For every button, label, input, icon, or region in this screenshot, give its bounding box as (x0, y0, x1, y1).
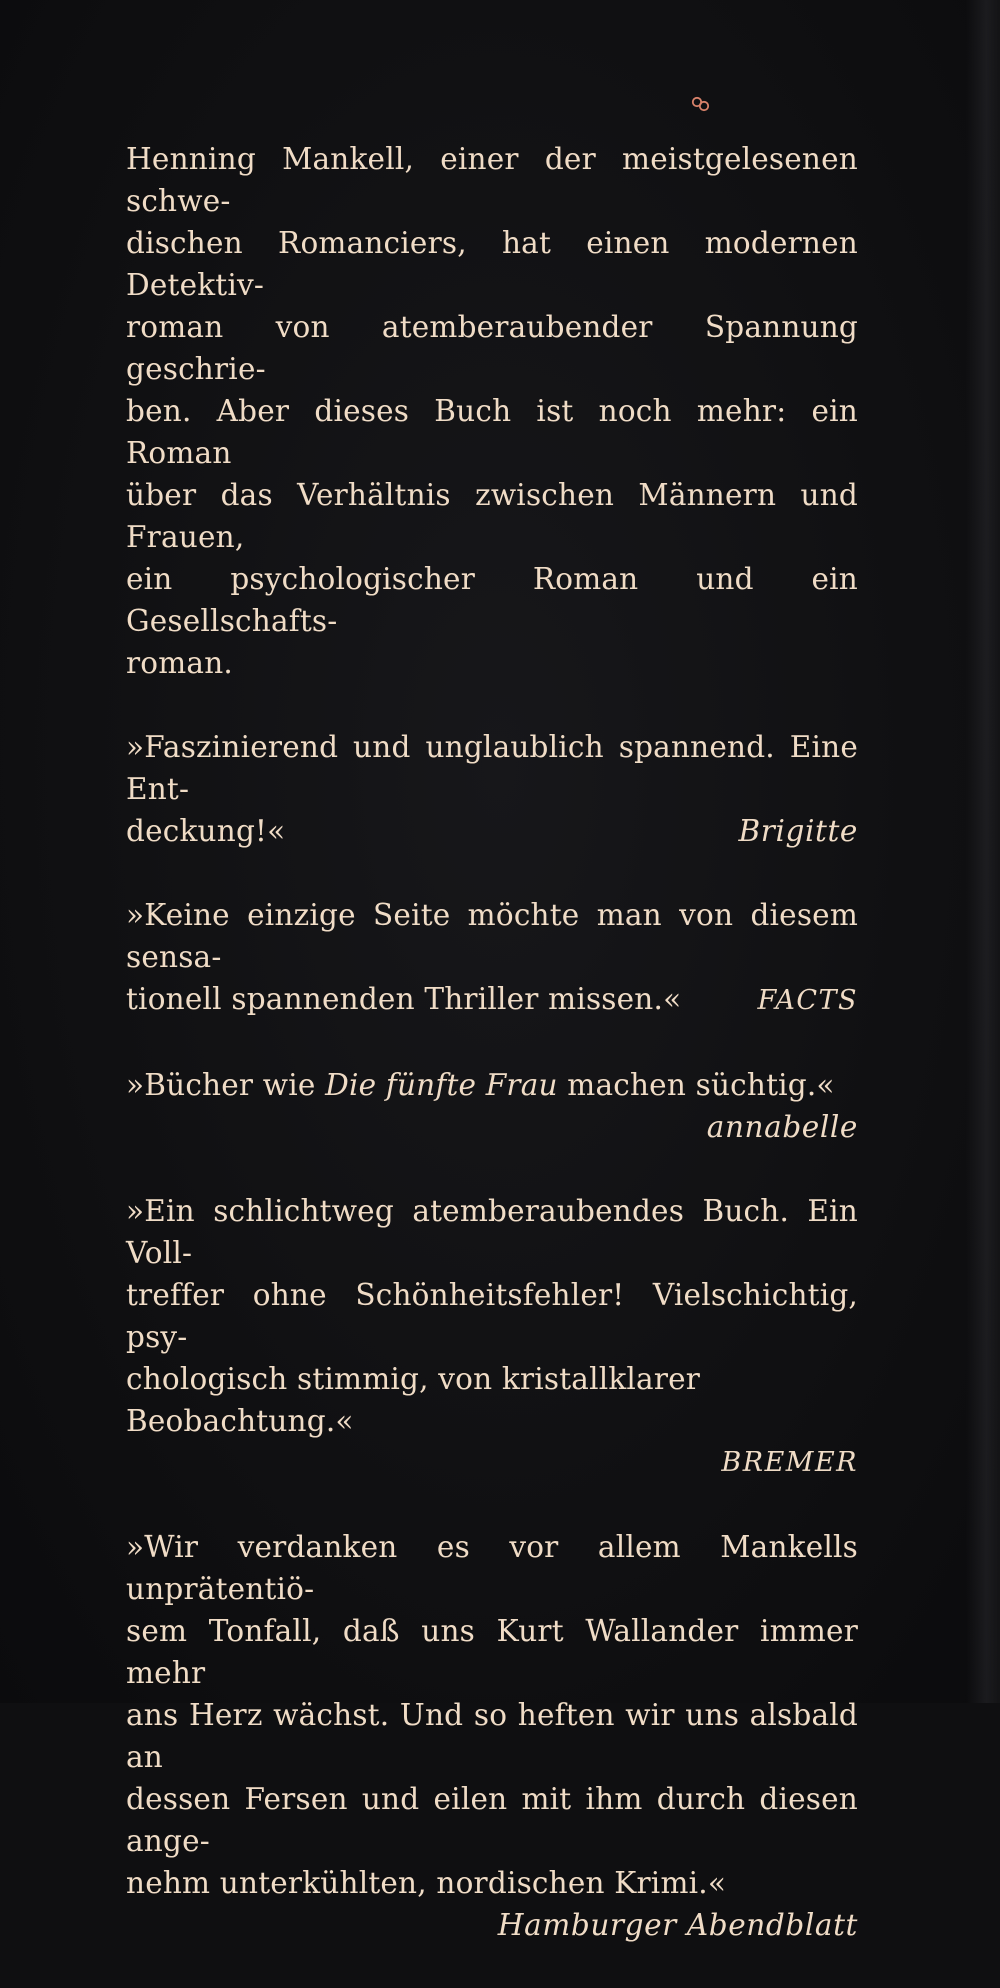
quote-line: treffer ohne Schönheitsfehler! Vielschichtig, psy- (126, 1278, 858, 1354)
quote-line: »Keine einzige Seite möchte man von diesem sensa- (126, 898, 858, 974)
blurb-line: ben. Aber dieses Buch ist noch mehr: ein Roman (126, 394, 858, 470)
review-quote-hamburger-abendblatt (126, 1526, 858, 1946)
quote-line: deckung!« (126, 814, 286, 848)
book-title: Die fünfte Frau (325, 1068, 558, 1102)
quote-line: sem Tonfall, daß uns Kurt Wallander immer mehr (126, 1614, 858, 1690)
quote-line (126, 1064, 858, 1106)
quote-line: »Wir verdanken es vor allem Mankells unprätentiö- (126, 1530, 858, 1606)
blurb-line: Henning Mankell, einer der meistgelesenen schwe- (126, 142, 858, 218)
quote-line: chologisch stimmig, von kristallklarer Beobachtung.« (126, 1362, 701, 1438)
quote-last-line-row (126, 810, 858, 852)
quote-last-line-row (126, 978, 858, 1022)
quote-line: ans Herz wächst. Und so heften wir uns alsbald an (126, 1698, 858, 1774)
review-quote-bremer (126, 1190, 858, 1484)
review-quote-brigitte (126, 726, 858, 852)
quote-source: Brigitte (738, 814, 858, 848)
quote-source: FACTS (757, 985, 858, 1016)
quote-text-post: machen süchtig.« (557, 1068, 835, 1102)
blurb-line: roman von atemberaubender Spannung geschrie- (126, 310, 858, 386)
interlocked-rings-icon (690, 96, 712, 112)
quote-line: »Faszinierend und unglaublich spannend. Eine Ent- (126, 730, 858, 806)
quote-source: annabelle (706, 1110, 858, 1144)
blurb-line: dischen Romanciers, hat einen modernen Detektiv- (126, 226, 858, 302)
blurb-paragraph (126, 138, 858, 684)
quote-source: BREMER (721, 1447, 858, 1478)
review-quote-annabelle (126, 1064, 858, 1148)
quote-line: dessen Fersen und eilen mit ihm durch diesen ange- (126, 1782, 858, 1858)
quote-line: nehm unterkühlten, nordischen Krimi.« (126, 1866, 727, 1900)
quote-text-pre: »Bücher wie (126, 1068, 326, 1102)
quote-line: tionell spannenden Thriller missen.« (126, 982, 682, 1016)
blurb-line: über das Verhältnis zwischen Männern und Frauen, (126, 478, 858, 554)
blurb-line: roman. (126, 646, 233, 680)
cover-edge-shadow (966, 0, 1000, 1703)
quote-source: Hamburger Abendblatt (497, 1908, 858, 1942)
back-cover-text (126, 138, 858, 1988)
review-quote-facts (126, 894, 858, 1022)
quote-line: »Ein schlichtweg atemberaubendes Buch. Ein Voll- (126, 1194, 858, 1270)
blurb-line: ein psychologischer Roman und ein Gesellschafts- (126, 562, 858, 638)
